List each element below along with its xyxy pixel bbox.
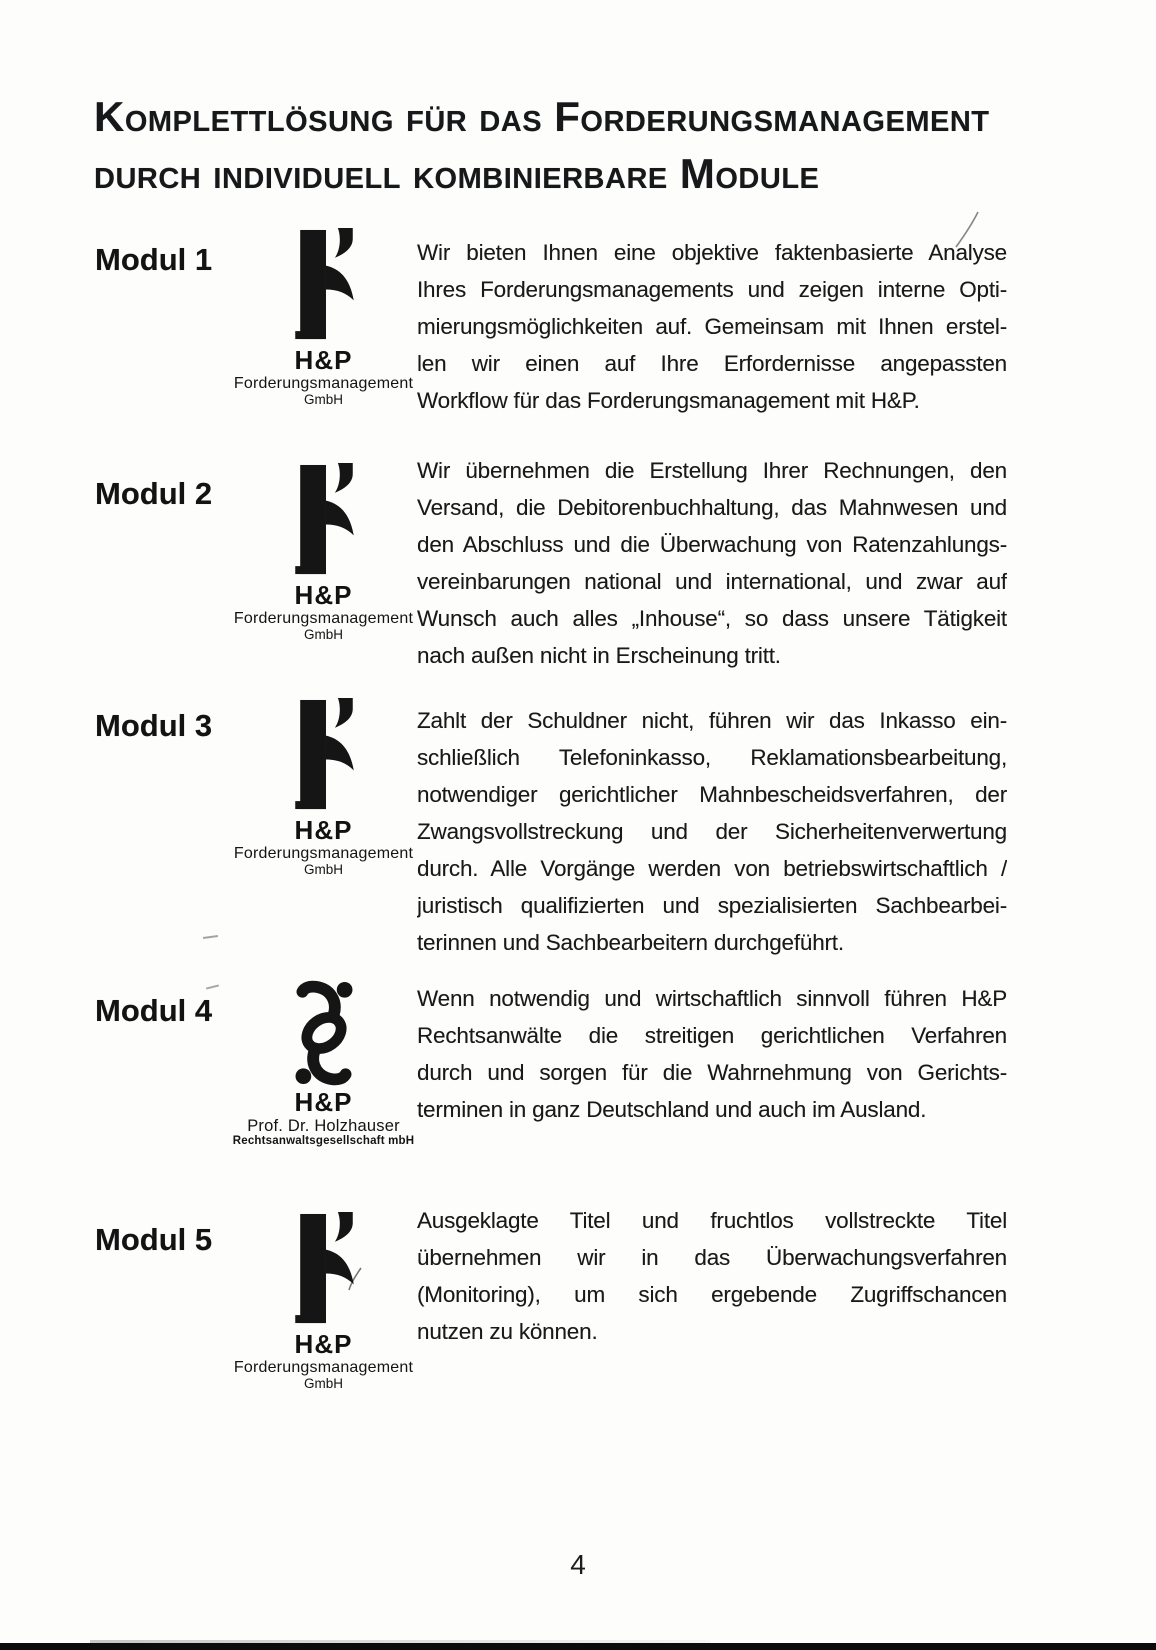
logo-caption-line1: Forderungsmanagement (233, 610, 414, 627)
module-paragraph (417, 1202, 1007, 1350)
hp-f-lettermark-icon (226, 463, 421, 580)
logo-caption-line2: GmbH (303, 627, 343, 642)
text-line: durch und sorgen für die Wahrnehmung von Gerichts- (417, 1060, 1007, 1085)
text-line: Wenn notwendig und wirtschaftlich sinnvoll führen H&P (417, 986, 1007, 1011)
text-line: Ihres Forderungsmanagements und zeigen interne Opti- (417, 277, 1007, 302)
text-line: übernehmen wir in das Überwachungsverfahren (417, 1245, 1007, 1270)
module-label: Modul 2 (95, 476, 213, 511)
text-line: juristisch qualifizierten und spezialisierten Sachbearbei- (417, 893, 1007, 918)
footer-scan-bar (0, 1643, 1156, 1650)
text-line: mierungsmöglichkeiten auf. Gemeinsam mit Ihnen erstel- (417, 314, 1007, 339)
hp-f-lettermark-icon (226, 228, 421, 345)
logo-caption-line1: Forderungsmanagement (233, 845, 414, 862)
page-number: 4 (570, 1549, 586, 1580)
logo-caption-line1: Forderungsmanagement (233, 1359, 414, 1376)
text-line: Ausgeklagte Titel und fruchtlos vollstreckte Titel (417, 1208, 1007, 1233)
text-line: notwendiger gerichtlicher Mahnbescheidsverfahren, der (417, 782, 1007, 807)
text-line: len wir einen auf Ihre Erfordernisse angepassten (417, 351, 1007, 376)
module-paragraph (417, 234, 1007, 419)
hp-logo (226, 698, 421, 877)
hp-logo (226, 1212, 421, 1391)
logo-brand-name: H&P (294, 1087, 353, 1117)
page-title-line1: Komplettlösung für das Forderungsmanagement (94, 93, 990, 140)
module-paragraph (417, 702, 1007, 961)
logo-caption-line2: Rechtsanwaltsgesellschaft mbH (232, 1134, 415, 1147)
module-paragraph (417, 452, 1007, 674)
text-line: vereinbarungen national und international, und zwar auf (417, 569, 1007, 594)
page-title (94, 88, 1074, 202)
hp-f-lettermark-icon (226, 1212, 421, 1329)
logo-caption-line2: GmbH (303, 392, 343, 407)
text-line: durch. Alle Vorgänge werden von betriebswirtschaftlich / (417, 856, 1007, 881)
text-line: schließlich Telefoninkasso, Reklamationsbearbeitung, (417, 745, 1007, 770)
module-row (0, 978, 1156, 1198)
text-line: terinnen und Sachbearbeitern durchgeführt. (417, 930, 844, 955)
logo-brand-name: H&P (294, 815, 353, 845)
logo-caption-line1: Forderungsmanagement (233, 375, 414, 392)
text-line: Workflow für das Forderungsmanagement mit H&P. (417, 388, 920, 413)
text-line: terminen in ganz Deutschland und auch im Ausland. (417, 1097, 927, 1122)
text-line: Zwangsvollstreckung und der Sicherheitenverwertung (417, 819, 1007, 844)
text-line: nach außen nicht in Erscheinung tritt. (417, 643, 781, 668)
text-line: Wunsch auch alles „Inhouse“, so dass unsere Tätigkeit (417, 606, 1007, 631)
module-label: Modul 5 (95, 1222, 213, 1257)
text-line: den Abschluss und die Überwachung von Ratenzahlungs- (417, 532, 1007, 557)
text-line: Versand, die Debitorenbuchhaltung, das Mahnwesen und (417, 495, 1007, 520)
page-title-line2: durch individuell kombinierbare Module (94, 150, 820, 197)
logo-caption-line1: Prof. Dr. Holzhauser (247, 1117, 400, 1135)
module-label: Modul 3 (95, 708, 213, 743)
logo-brand-name: H&P (294, 1329, 353, 1359)
text-line: nutzen zu können. (417, 1319, 598, 1344)
module-paragraph (417, 980, 1007, 1128)
module-label: Modul 1 (95, 242, 213, 277)
module-row (0, 1200, 1156, 1420)
text-line: Wir übernehmen die Erstellung Ihrer Rechnungen, den (417, 458, 1007, 483)
logo-brand-name: H&P (294, 345, 353, 375)
logo-caption-line2: GmbH (303, 1376, 343, 1391)
text-line: Wir bieten Ihnen eine objektive faktenbasierte Analyse (417, 240, 1007, 265)
logo-brand-name: H&P (294, 580, 353, 610)
scan-speck-mark (203, 935, 218, 939)
logo-caption-line2: GmbH (303, 862, 343, 877)
hp-logo (226, 463, 421, 642)
hp-section-mark-icon (226, 979, 421, 1087)
text-line: Rechtsanwälte die streitigen gerichtlichen Verfahren (417, 1023, 1007, 1048)
hp-logo (226, 228, 421, 407)
hp-logo (226, 979, 421, 1147)
module-row (0, 452, 1156, 672)
module-label: Modul 4 (95, 993, 213, 1028)
hp-f-lettermark-icon (226, 698, 421, 815)
text-line: Zahlt der Schuldner nicht, führen wir das Inkasso ein- (417, 708, 1007, 733)
module-row (0, 228, 1156, 448)
text-line: (Monitoring), um sich ergebende Zugriffschancen (417, 1282, 1007, 1307)
module-row (0, 696, 1156, 955)
